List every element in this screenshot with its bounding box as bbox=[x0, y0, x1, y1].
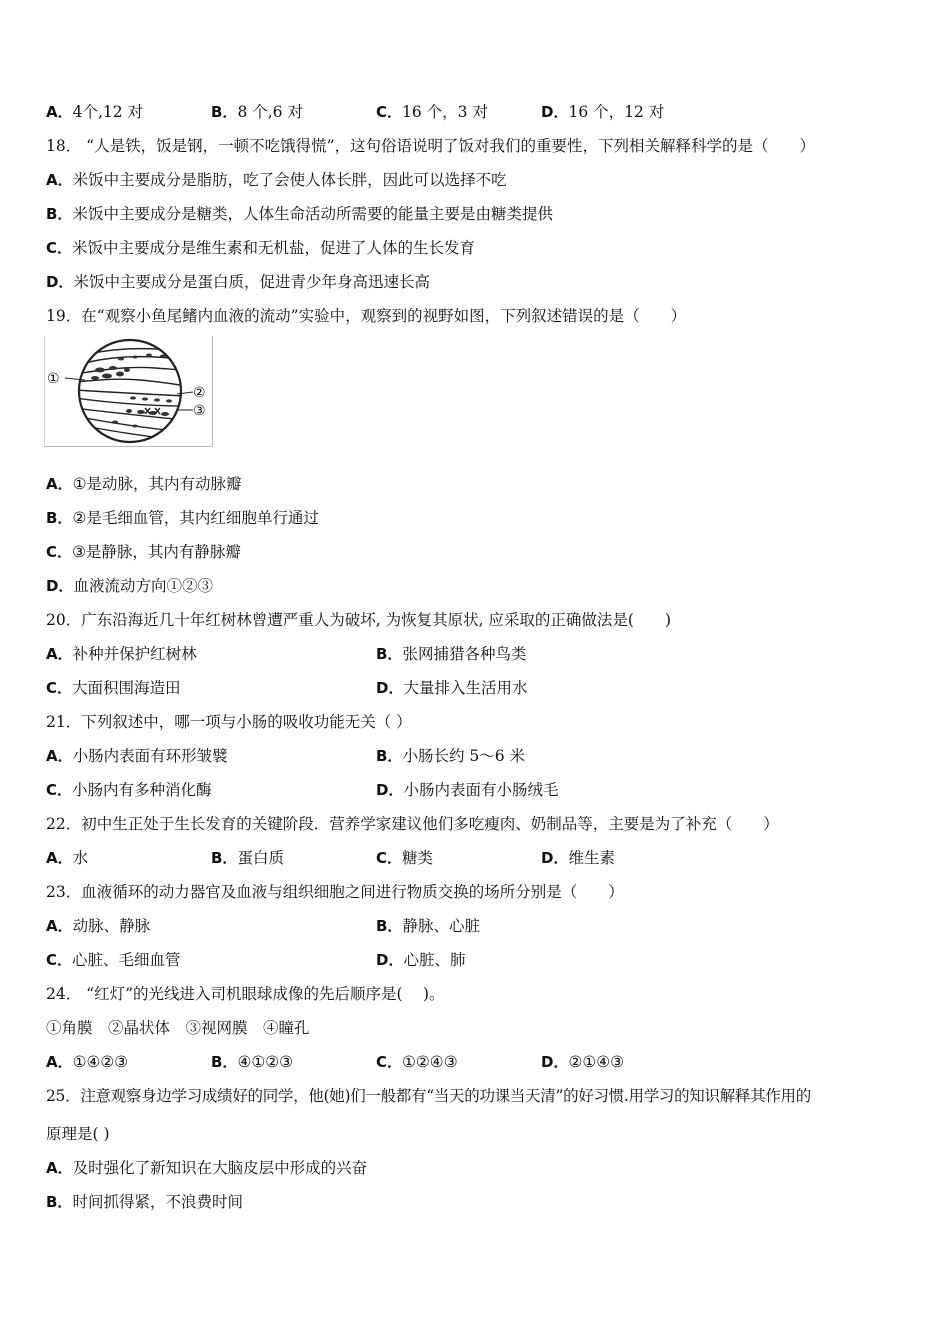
q24-stem: 24． “红灯”的光线进入司机眼球成像的先后顺序是( )。 bbox=[46, 985, 445, 1003]
q24-option-d: D．②①④③ bbox=[541, 1053, 625, 1071]
q19-stem: 19．在“观察小鱼尾鳍内血液的流动”实验中，观察到的视野如图，下列叙述错误的是（ ） bbox=[46, 307, 687, 325]
q25-stem-line1: 25．注意观察身边学习成绩好的同学，他(她)们一般都有“当天的功课当天清”的好习惯.用学习的知识解释其作用的 bbox=[46, 1087, 811, 1105]
q22-option-d: D．维生素 bbox=[541, 849, 615, 867]
q20-option-d: D．大量排入生活用水 bbox=[376, 679, 528, 697]
q24-option-b: B．④①②③ bbox=[211, 1053, 294, 1071]
q22-option-b: B．蛋白质 bbox=[211, 849, 284, 867]
q23-option-b: B．静脉、心脏 bbox=[376, 917, 480, 935]
q18-option-b: B．米饭中主要成分是糖类，人体生命活动所需要的能量主要是由糖类提供 bbox=[46, 205, 553, 223]
q23-stem: 23．血液循环的动力器官及血液与组织细胞之间进行物质交换的场所分别是（ ） bbox=[46, 883, 624, 901]
q17-option-a: A．4个,12 对 bbox=[46, 103, 144, 121]
q25-stem-line2: 原理是( ) bbox=[46, 1125, 110, 1143]
q19-option-d: D．血液流动方向①②③ bbox=[46, 577, 213, 595]
q21-option-b: B．小肠长约 5～6 米 bbox=[376, 747, 526, 765]
q25-option-b: B．时间抓得紧，不浪费时间 bbox=[46, 1193, 243, 1211]
figure-label-3: ③ bbox=[193, 403, 206, 419]
q24-items: ①角膜 ②晶状体 ③视网膜 ④瞳孔 bbox=[46, 1019, 310, 1037]
q18-option-d: D．米饭中主要成分是蛋白质，促进青少年身高迅速长高 bbox=[46, 273, 430, 291]
q19-option-a: A．①是动脉，其内有动脉瓣 bbox=[46, 475, 242, 493]
q17-option-c: C．16 个，3 对 bbox=[376, 103, 488, 121]
q21-option-d: D．小肠内表面有小肠绒毛 bbox=[376, 781, 559, 799]
q21-option-a: A．小肠内表面有环形皱襞 bbox=[46, 747, 228, 765]
q22-stem: 22．初中生正处于生长发育的关键阶段．营养学家建议他们多吃瘦肉、奶制品等，主要是为了补充（ ） bbox=[46, 815, 779, 833]
q22-option-c: C．糖类 bbox=[376, 849, 434, 867]
q19-option-c: C．③是静脉，其内有静脉瓣 bbox=[46, 543, 241, 561]
q22-option-a: A．水 bbox=[46, 849, 89, 867]
q18-option-c: C．米饭中主要成分是维生素和无机盐，促进了人体的生长发育 bbox=[46, 239, 476, 257]
q17-option-b: B．8 个,6 对 bbox=[211, 103, 303, 121]
q25-option-a: A．及时强化了新知识在大脑皮层中形成的兴奋 bbox=[46, 1159, 368, 1177]
q18-option-a: A．米饭中主要成分是脂肪，吃了会使人体长胖，因此可以选择不吃 bbox=[46, 171, 507, 189]
q24-option-c: C．①②④③ bbox=[376, 1053, 458, 1071]
q23-option-c: C．心脏、毛细血管 bbox=[46, 951, 181, 969]
q24-option-a: A．①④②③ bbox=[46, 1053, 129, 1071]
figure-label-1: ① bbox=[47, 371, 60, 387]
q23-option-a: A．动脉、静脉 bbox=[46, 917, 151, 935]
q18-stem: 18． “人是铁，饭是钢，一顿不吃饿得慌”，这句俗语说明了饭对我们的重要性，下列相关解释科学的是（ ） bbox=[46, 137, 816, 155]
q23-option-d: D．心脏、肺 bbox=[376, 951, 466, 969]
q20-option-c: C．大面积围海造田 bbox=[46, 679, 181, 697]
figure-label-2: ② bbox=[193, 385, 206, 401]
q19-option-b: B．②是毛细血管，其内红细胞单行通过 bbox=[46, 509, 319, 527]
q20-option-a: A．补种并保护红树林 bbox=[46, 645, 197, 663]
q21-stem: 21．下列叙述中，哪一项与小肠的吸收功能无关（ ） bbox=[46, 713, 412, 731]
blood-vessel-diagram bbox=[45, 336, 212, 446]
q20-stem: 20．广东沿海近几十年红树林曾遭严重人为破坏, 为恢复其原状, 应采取的正确做法是( ) bbox=[46, 611, 672, 629]
q21-option-c: C．小肠内有多种消化酶 bbox=[46, 781, 212, 799]
q17-option-d: D．16 个，12 对 bbox=[541, 103, 665, 121]
q20-option-b: B．张网捕猎各种鸟类 bbox=[376, 645, 527, 663]
fish-tail-blood-flow-figure bbox=[44, 336, 213, 447]
